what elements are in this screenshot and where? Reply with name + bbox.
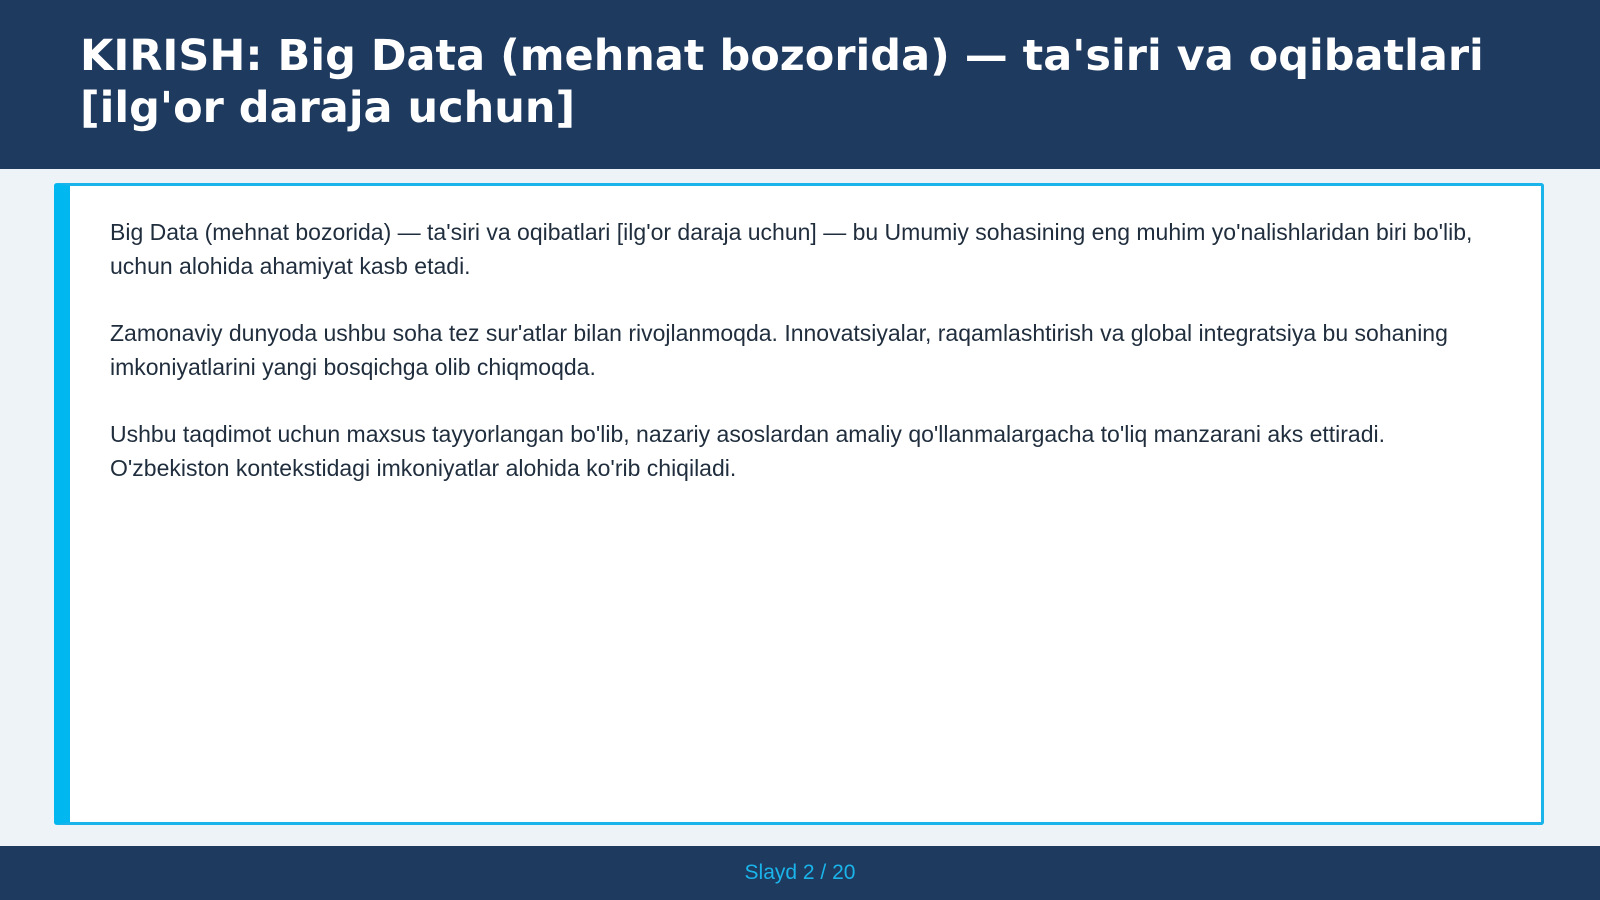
content-card bbox=[54, 183, 1544, 825]
presentation-purpose-paragraph: Ushbu taqdimot uchun maxsus tayyorlangan bo'lib, nazariy asoslardan amaliy qo'llanmalargacha to'liq manzarani aks ettiradi. O'zbekiston kontekstidagi imkoniyatlar alohida ko'rib chiqiladi. bbox=[110, 421, 1386, 481]
content-text bbox=[110, 215, 1500, 518]
slide-counter: Slayd 2 / 20 bbox=[744, 861, 856, 884]
slide-footer bbox=[0, 846, 1600, 900]
slide-header bbox=[0, 0, 1600, 169]
development-paragraph: Zamonaviy dunyoda ushbu soha tez sur'atlar bilan rivojlanmoqda. Innovatsiyalar, raqamlashtirish va global integratsiya bu sohaning imkoniyatlarini yangi bosqichga olib chiqmoqda. bbox=[110, 320, 1448, 380]
intro-paragraph: Big Data (mehnat bozorida) — ta'siri va oqibatlari [ilg'or daraja uchun] — bu Umumiy sohasining eng muhim yo'nalishlaridan biri bo'lib, uchun alohida ahamiyat kasb etadi. bbox=[110, 219, 1473, 279]
slide-title: KIRISH: Big Data (mehnat bozorida) — ta'siri va oqibatlari [ilg'or daraja uchun] bbox=[80, 31, 1484, 133]
